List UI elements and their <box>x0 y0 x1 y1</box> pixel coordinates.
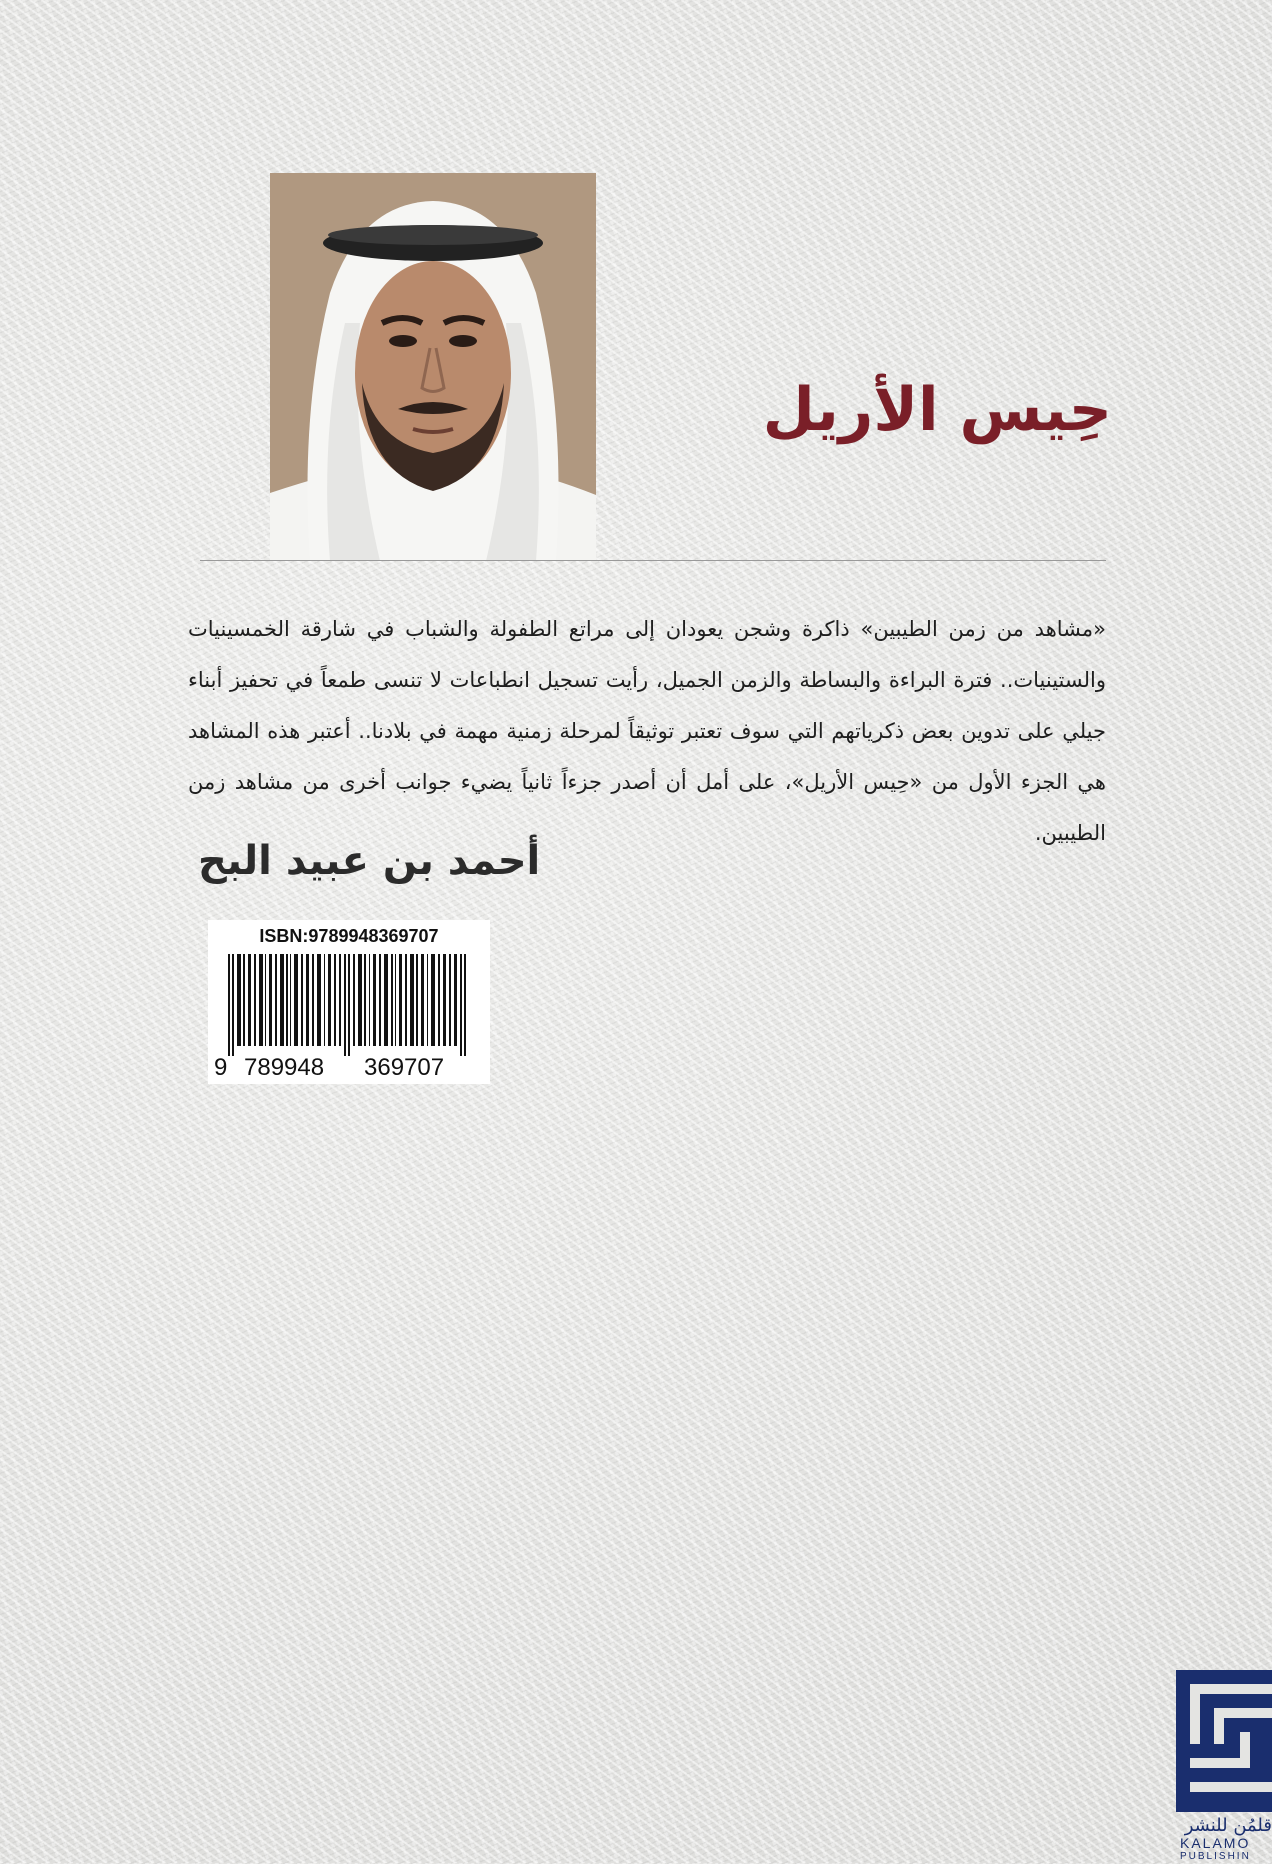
barcode-bars-icon <box>228 954 470 1056</box>
divider-line <box>200 560 1106 561</box>
author-name: أحمد بن عبيد البح <box>198 838 541 884</box>
publisher-name-arabic: قلمُن للنشر <box>1184 1815 1272 1836</box>
isbn-barcode <box>208 920 490 1084</box>
barcode-digit-lead: 9 <box>214 1054 228 1081</box>
publisher-name-line1: KALAMO <box>1180 1836 1251 1851</box>
barcode-digit-group-2: 369707 <box>364 1054 445 1081</box>
isbn-label: ISBN:9789948369707 <box>259 926 439 946</box>
author-photo <box>270 173 596 561</box>
barcode-digit-group-1: 789948 <box>244 1054 325 1081</box>
book-description: «مشاهد من زمن الطيبين» ذاكرة وشجن يعودان إلى مراتع الطفولة والشباب في شارقة الخمسينيات والستينيات.. فترة البراءة والبساطة والزمن الجميل، رأيت تسجيل انطباعات لا تنسى طمعاً في تحفيز أبناء جيلي على تدوين بعض ذكرياتهم التي سوف تعتبر توثيقاً لمرحلة زمنية مهمة في بلادنا.. أعتبر هذه المشاهد هي الجزء الأول من «حِيس الأريل»، على أمل أن أصدر جزءاً ثانياً يضيء جوانب أخرى من مشاهد زمن الطيبين. <box>188 617 1106 845</box>
publisher-name-line2: PUBLISHIN <box>1180 1851 1251 1862</box>
publisher-name-english <box>1180 1836 1272 1864</box>
book-title: حِيس الأريل <box>762 375 1112 445</box>
